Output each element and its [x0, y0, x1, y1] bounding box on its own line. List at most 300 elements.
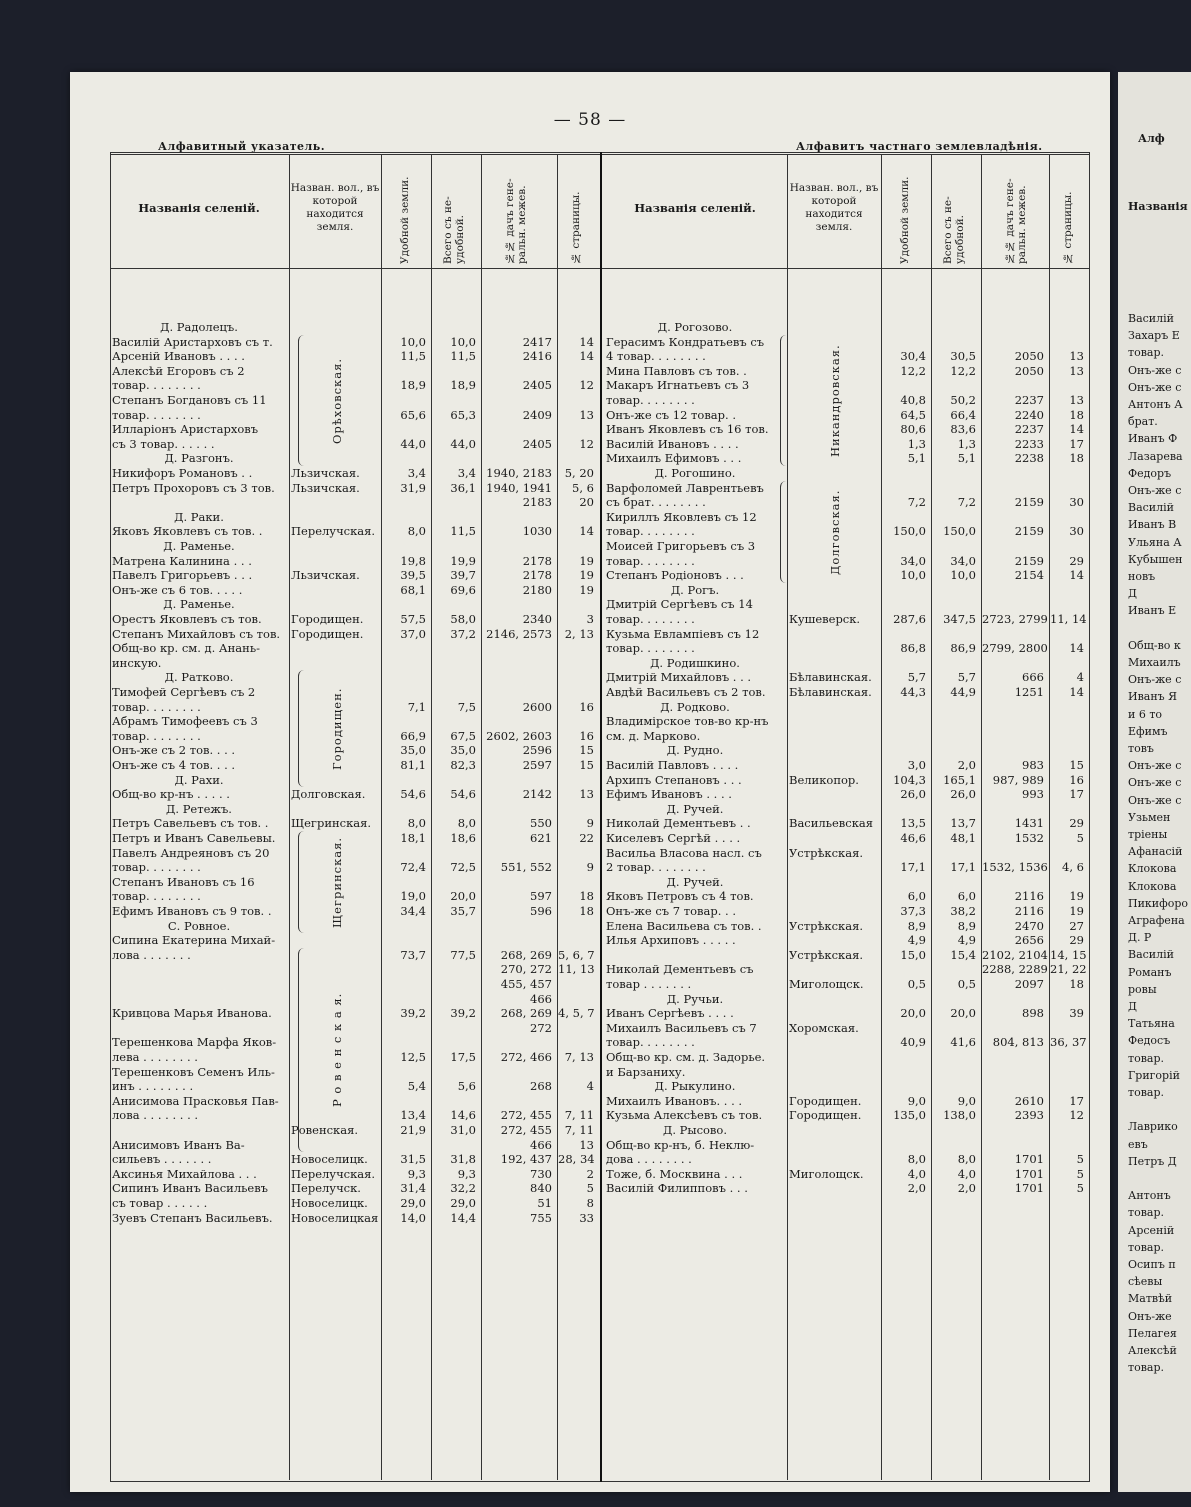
value-udob: 39,2: [400, 1006, 426, 1021]
value-total: 14,4: [450, 1210, 476, 1225]
value-page: 18: [1069, 977, 1084, 991]
value-total: 35,7: [450, 904, 476, 918]
entry-name: товар. . . . . . . .: [112, 728, 201, 743]
value-page: 5: [586, 1181, 594, 1196]
value-page: 7, 13: [564, 1050, 594, 1064]
value-maps: 2233: [1014, 436, 1044, 451]
entry-name: товар. . . . . . . .: [606, 553, 695, 568]
value-total: 86,9: [950, 641, 976, 656]
value-maps: 1701: [1014, 1166, 1044, 1181]
col-header-total-left: Всего съ не-удобной.: [442, 196, 466, 264]
value-udob: 73,7: [400, 947, 426, 962]
value-maps: 272, 466: [500, 1050, 552, 1064]
value-page: 4, 6: [1062, 860, 1084, 875]
volost-name: Бѣлавинская.: [789, 685, 872, 699]
value-page: 9: [586, 860, 594, 875]
value-page: 12: [1069, 1108, 1084, 1123]
value-udob: 40,9: [900, 1035, 926, 1050]
entry-name: Ефимъ Ивановъ съ 9 тов. .: [112, 904, 272, 918]
next-page-line: Осипъ п: [1128, 1258, 1176, 1271]
entry-name: Дмитрій Михайловъ . . .: [606, 670, 752, 685]
value-udob: 21,9: [400, 1123, 426, 1137]
value-total: 10,0: [950, 568, 976, 583]
value-total: 77,5: [450, 947, 476, 962]
value-udob: 80,6: [900, 422, 926, 437]
entry-name: товар. . . . . . . .: [606, 1035, 695, 1050]
value-page: 17: [1069, 787, 1084, 802]
value-maps: 2146, 2573: [486, 626, 552, 641]
entry-name: Петръ и Иванъ Савельевы.: [112, 831, 276, 845]
value-total: 17,1: [950, 860, 976, 875]
value-page: 8: [586, 1196, 594, 1210]
value-maps: 1940, 1941: [486, 480, 552, 495]
value-udob: 14,0: [400, 1210, 426, 1225]
value-page: 3: [586, 612, 594, 626]
value-maps: 1701: [1014, 1181, 1044, 1196]
value-total: 29,0: [450, 1196, 476, 1210]
value-udob: 37,3: [900, 904, 926, 918]
entry-name: Ефимъ Ивановъ . . . .: [606, 787, 732, 802]
value-maps: 2154: [1014, 568, 1044, 583]
volost-name: Городищен.: [291, 612, 364, 626]
village-heading: Д. Раменье.: [163, 597, 235, 612]
entry-name: Сипинъ Иванъ Васильевъ: [112, 1181, 269, 1196]
value-maps: 2597: [522, 758, 552, 772]
value-maps: 1030: [522, 524, 552, 539]
value-page: 5: [1076, 831, 1084, 845]
value-total: 5,6: [457, 1079, 476, 1094]
value-maps: 268: [530, 1079, 552, 1094]
entry-name: товар. . . . . . . .: [112, 407, 201, 422]
value-page: 5: [1076, 1181, 1084, 1196]
entry-name: Иванъ Яковлевъ съ 16 тов.: [606, 422, 769, 437]
volost-name: Перелучская.: [291, 1166, 376, 1181]
value-page: 5, 6: [572, 480, 594, 495]
ground-nikandr: Никандровская.: [828, 344, 842, 457]
entry-name: Василій Аристарховъ съ т.: [112, 334, 273, 349]
entry-name: Киселевъ Сергѣй . . . .: [606, 831, 741, 845]
group-brace-ground-orekhov: [298, 335, 304, 466]
value-total: 82,3: [450, 758, 476, 772]
value-total: 38,2: [950, 904, 976, 918]
village-heading: Д. Родишкино.: [650, 655, 740, 670]
next-page-line: товар.: [1128, 1086, 1164, 1099]
volost-name: Бѣлавинская.: [789, 670, 872, 685]
value-total: 50,2: [950, 393, 976, 407]
next-page-line: Пикифоро: [1128, 897, 1189, 910]
entry-name: товар. . . . . . . .: [112, 860, 201, 875]
header-next: Алф: [1138, 132, 1165, 145]
value-udob: 4,9: [907, 933, 926, 948]
value-total: 13,7: [950, 816, 976, 831]
value-udob: 6,0: [907, 889, 926, 904]
value-page: 5, 20: [564, 466, 594, 480]
next-page-line: Василій: [1128, 501, 1174, 514]
entry-name: Василій Павловъ . . . .: [606, 758, 739, 772]
entry-name: лова . . . . . . . .: [112, 1108, 199, 1123]
value-page: 14: [1069, 422, 1084, 437]
value-total: 20,0: [450, 889, 476, 904]
ground-shchegrin: Щегринская.: [330, 836, 344, 928]
next-page-line: Кубышен: [1128, 553, 1183, 566]
value-maps: 2159: [1014, 553, 1044, 568]
value-udob: 65,6: [400, 407, 426, 422]
volost-name: Льзичская.: [291, 568, 360, 583]
value-maps: 2178: [522, 568, 552, 583]
entry-name: товар. . . . . . . .: [112, 699, 201, 714]
next-page-line: товъ: [1128, 742, 1154, 755]
value-page: 22: [579, 831, 594, 845]
next-page-line: Онъ-же с: [1128, 364, 1182, 377]
value-page: 5: [1076, 1166, 1084, 1181]
value-udob: 104,3: [893, 772, 926, 787]
village-heading: Д. Раменье.: [163, 539, 235, 553]
value-total: 4,0: [957, 1166, 976, 1181]
value-page: 15: [579, 758, 594, 772]
value-total: 150,0: [943, 524, 976, 539]
entry-name: Кузьма Евлампіевъ съ 12: [606, 626, 760, 641]
value-maps: 2409: [522, 407, 552, 422]
value-total: 5,1: [957, 451, 976, 466]
entry-name: Макаръ Игнатьевъ съ 3: [606, 378, 750, 393]
value-maps: 840: [530, 1181, 552, 1196]
entry-name: Тоже, б. Москвина . . .: [606, 1166, 743, 1181]
next-page-line: тріены: [1128, 828, 1168, 841]
value-udob: 5,1: [907, 451, 926, 466]
entry-name: Аксинья Михайлова . . .: [112, 1166, 257, 1181]
entry-name: 2 товар. . . . . . . .: [606, 860, 706, 875]
value-maps: 2102, 2104: [982, 947, 1048, 962]
value-total: 32,2: [450, 1181, 476, 1196]
value-udob: 86,8: [900, 641, 926, 656]
value-maps: 596: [530, 904, 552, 918]
group-brace-ground-shchegrin: [298, 831, 304, 933]
ground-roven: Р о в е н с к а я.: [330, 992, 344, 1108]
value-page: 18: [579, 904, 594, 918]
next-page-edge: [1118, 72, 1191, 1492]
value-page: 30: [1069, 495, 1084, 510]
value-maps: 2237: [1014, 422, 1044, 437]
value-udob: 2,0: [907, 1181, 926, 1196]
value-page: 18: [1069, 407, 1084, 422]
value-total: 15,4: [950, 947, 976, 962]
value-udob: 10,0: [400, 334, 426, 349]
value-total: 10,0: [450, 334, 476, 349]
value-udob: 31,5: [400, 1152, 426, 1167]
entry-name: товар. . . . . . . .: [606, 393, 695, 407]
value-maps: 2596: [522, 743, 552, 758]
value-page: 18: [1069, 451, 1084, 466]
volost-name: Льзичская.: [291, 480, 360, 495]
value-udob: 35,0: [400, 743, 426, 758]
entry-name: Яковъ Яковлевъ съ тов. .: [112, 524, 263, 539]
value-page: 14, 15: [1050, 947, 1087, 962]
volost-name: Кушеверск.: [789, 612, 861, 626]
value-page: 29: [1069, 816, 1084, 831]
volost-name: Ровенская.: [291, 1123, 359, 1137]
entry-name: Алексѣй Егоровъ съ 2: [112, 363, 245, 378]
value-page: 14: [1069, 685, 1084, 699]
value-udob: 81,1: [400, 758, 426, 772]
next-page-line: брат.: [1128, 415, 1158, 428]
entry-name: товар. . . . . . . .: [606, 612, 695, 626]
village-heading: Д. Рогошино.: [654, 466, 736, 480]
entry-name: Степанъ Михайловъ съ тов.: [112, 626, 281, 641]
value-maps: 2178: [522, 553, 552, 568]
entry-name: Василій Ивановъ . . . .: [606, 436, 739, 451]
entry-name: Зуевъ Степанъ Васильевъ.: [112, 1210, 273, 1225]
value-page: 12: [579, 436, 594, 451]
value-maps: 2610: [1014, 1093, 1044, 1108]
value-total: 58,0: [450, 612, 476, 626]
value-udob: 11,5: [400, 349, 426, 364]
entry-name: Степанъ Богдановъ съ 11: [112, 393, 267, 407]
value-udob: 19,8: [400, 553, 426, 568]
value-total: 8,0: [957, 1152, 976, 1167]
value-maps: 1532, 1536: [982, 860, 1048, 875]
next-page-line: Онъ-же: [1128, 1310, 1172, 1323]
value-udob: 3,0: [907, 758, 926, 772]
value-maps: 1940, 2183: [486, 466, 552, 480]
value-udob: 12,5: [400, 1050, 426, 1064]
entry-name: и Барзаниху.: [606, 1064, 686, 1079]
value-total: 67,5: [450, 728, 476, 743]
village-heading: Д. Ручей.: [666, 801, 724, 816]
value-total: 34,0: [950, 553, 976, 568]
entry-name: Анисимова Прасковья Пав-: [112, 1093, 279, 1108]
value-maps: 730: [530, 1166, 552, 1181]
volost-name: Новоселицк.: [291, 1152, 368, 1167]
next-page-line: товар.: [1128, 1052, 1164, 1065]
value-udob: 8,9: [907, 918, 926, 933]
document-page: [70, 72, 1110, 1492]
value-maps: 2050: [1014, 363, 1044, 378]
entry-name: сильевъ . . . . . . .: [112, 1152, 212, 1167]
value-maps: 2116: [1014, 904, 1044, 918]
value-maps: 755: [530, 1210, 552, 1225]
volost-name: Великопор.: [789, 772, 859, 787]
value-maps: 2180: [522, 582, 552, 597]
entry-name: товар. . . . . . . .: [112, 889, 201, 904]
next-page-line: Татьяна: [1128, 1017, 1175, 1030]
value-udob: 3,4: [407, 466, 426, 480]
entry-name: Николай Дементьевъ съ: [606, 962, 754, 977]
group-brace-ground-dolgov: [780, 481, 786, 583]
value-maps: 2417: [522, 334, 552, 349]
entry-name: Михаилъ Ефимовъ . . .: [606, 451, 742, 466]
value-udob: 15,0: [900, 947, 926, 962]
volost-name: Щегринская.: [291, 816, 372, 831]
value-total: 8,9: [957, 918, 976, 933]
value-maps: 597: [530, 889, 552, 904]
value-udob: 34,0: [900, 553, 926, 568]
value-total: 3,4: [457, 466, 476, 480]
entry-name: Абрамъ Тимофеевъ съ 3: [112, 714, 258, 729]
value-page: 16: [579, 728, 594, 743]
value-page: 21, 22: [1050, 962, 1087, 977]
value-total: 66,4: [950, 407, 976, 422]
entry-name: Илья Архиповъ . . . . .: [606, 933, 736, 948]
village-heading: Д. Рахи.: [174, 772, 224, 787]
value-udob: 30,4: [900, 349, 926, 364]
next-page-line: евъ: [1128, 1138, 1148, 1151]
entry-name: Авдѣй Васильевъ съ 2 тов.: [606, 685, 766, 699]
next-page-line: Захаръ Е: [1128, 329, 1180, 342]
value-maps: 272: [530, 1020, 552, 1035]
value-udob: 5,4: [407, 1079, 426, 1094]
volost-name: Устрѣкская.: [789, 918, 863, 933]
next-page-line: Ефимъ: [1128, 725, 1168, 738]
value-total: 14,6: [450, 1108, 476, 1123]
value-udob: 31,9: [400, 480, 426, 495]
volost-name: Миголощск.: [789, 977, 864, 991]
value-maps: 983: [1022, 758, 1044, 772]
next-page-line: Общ-во к: [1128, 639, 1181, 652]
value-total: 5,7: [957, 670, 976, 685]
volost-name: Устрѣкская.: [789, 947, 863, 962]
index-table: [110, 152, 1090, 1482]
col-rule-right-v: [787, 154, 788, 1480]
next-page-line: Д: [1128, 1000, 1137, 1013]
entry-name: Иванъ Сергѣевъ . . . .: [606, 1006, 734, 1021]
value-maps: 2405: [522, 378, 552, 393]
value-page: 28, 34: [558, 1152, 595, 1167]
village-heading: Д. Рогозово.: [657, 320, 733, 334]
value-udob: 0,5: [907, 977, 926, 991]
value-page: 14: [579, 524, 594, 539]
value-page: 11, 13: [558, 962, 595, 977]
value-total: 9,0: [957, 1093, 976, 1108]
entry-name: Онъ-же съ 2 тов. . . .: [112, 743, 236, 758]
entry-name: Терешенковъ Семенъ Иль-: [112, 1064, 275, 1079]
entry-name: Общ-во кр. см. д. Задорье.: [606, 1050, 766, 1064]
value-maps: 455, 457: [500, 977, 552, 991]
col-header-volost-right: Назван. вол., въ которой находится земля.: [789, 182, 879, 233]
value-total: 31,8: [450, 1152, 476, 1167]
value-page: 19: [579, 568, 594, 583]
value-page: 16: [579, 699, 594, 714]
entry-name: Арсеній Ивановъ . . . .: [112, 349, 245, 364]
volost-name: Перелучская.: [291, 524, 376, 539]
value-page: 14: [1069, 641, 1084, 656]
entry-name: лова . . . . . . .: [112, 947, 191, 962]
entry-name: Сипина Екатерина Михай-: [112, 933, 276, 948]
value-total: 6,0: [957, 889, 976, 904]
next-page-line: Клокова: [1128, 880, 1177, 893]
value-udob: 12,2: [900, 363, 926, 378]
volost-name: Васильевская: [789, 816, 873, 831]
entry-name: см. д. Марково.: [606, 728, 701, 743]
entry-name: Онъ-же съ 4 тов. . . .: [112, 758, 236, 772]
value-page: 14: [579, 349, 594, 364]
value-udob: 68,1: [400, 582, 426, 597]
entry-name: Никифоръ Романовъ . .: [112, 466, 253, 480]
value-maps: 2183: [522, 495, 552, 510]
entry-name: Герасимъ Кондратьевъ съ: [606, 334, 765, 349]
next-page-line: товар.: [1128, 346, 1164, 359]
entry-name: Анисимовъ Иванъ Ва-: [112, 1137, 245, 1152]
value-maps: 51: [537, 1196, 552, 1210]
value-total: 12,2: [950, 363, 976, 378]
value-udob: 20,0: [900, 1006, 926, 1021]
next-page-line: Аграфена: [1128, 914, 1185, 927]
value-total: 39,7: [450, 568, 476, 583]
value-page: 19: [1069, 889, 1084, 904]
next-page-line: Арсеній: [1128, 1224, 1175, 1237]
value-total: 18,6: [450, 831, 476, 845]
next-page-line: Афанасій: [1128, 845, 1183, 858]
value-total: 2,0: [957, 1181, 976, 1196]
next-page-line: Иванъ В: [1128, 518, 1177, 531]
value-udob: 18,1: [400, 831, 426, 845]
ground-dolgov: Долговская.: [828, 489, 842, 575]
value-udob: 57,5: [400, 612, 426, 626]
village-heading: Д. Ручей.: [666, 874, 724, 889]
value-total: 18,9: [450, 378, 476, 393]
entry-name: товар. . . . . . . .: [606, 524, 695, 539]
value-maps: 2600: [522, 699, 552, 714]
value-page: 30: [1069, 524, 1084, 539]
value-udob: 7,2: [907, 495, 926, 510]
value-total: 17,5: [450, 1050, 476, 1064]
entry-name: Общ-во кр-нъ . . . . .: [112, 787, 230, 802]
volost-name: Городищен.: [789, 1108, 862, 1123]
next-page-line: ровы: [1128, 983, 1157, 996]
center-divider: [600, 152, 602, 1482]
volost-name: Новоселицк.: [291, 1196, 368, 1210]
value-total: 44,9: [950, 685, 976, 699]
next-page-line: Онъ-же с: [1128, 776, 1182, 789]
value-udob: 9,0: [907, 1093, 926, 1108]
value-total: 7,5: [457, 699, 476, 714]
entry-name: Васильа Власова насл. съ: [606, 845, 762, 860]
entry-name: Варфоломей Лаврентьевъ: [606, 480, 764, 495]
value-udob: 46,6: [900, 831, 926, 845]
next-page-line: Пелагея: [1128, 1327, 1177, 1340]
entry-name: Петръ Прохоровъ съ 3 тов.: [112, 480, 275, 495]
entry-name: Орестъ Яковлевъ съ тов.: [112, 612, 262, 626]
entry-name: Моисей Григорьевъ съ 3: [606, 539, 756, 553]
value-total: 138,0: [943, 1108, 976, 1123]
volost-name: Льзичская.: [291, 466, 360, 480]
next-page-line: Михаилъ: [1128, 656, 1181, 669]
entry-name: Мина Павловъ съ тов. .: [606, 363, 747, 378]
next-page-line: товар.: [1128, 1241, 1164, 1254]
value-total: 2,0: [957, 758, 976, 772]
entry-name: Петръ Савельевъ съ тов. .: [112, 816, 269, 831]
entry-name: Владимірское тов-во кр-нъ: [606, 714, 769, 729]
entry-name: товар . . . . . . .: [606, 977, 692, 991]
entry-name: Архипъ Степановъ . . .: [606, 772, 742, 787]
value-page: 14: [579, 334, 594, 349]
value-page: 19: [579, 553, 594, 568]
next-page-line: Онъ-же с: [1128, 794, 1182, 807]
value-total: 36,1: [450, 480, 476, 495]
value-udob: 26,0: [900, 787, 926, 802]
value-maps: 2470: [1014, 918, 1044, 933]
value-udob: 10,0: [900, 568, 926, 583]
value-udob: 54,6: [400, 787, 426, 802]
value-udob: 1,3: [907, 436, 926, 451]
group-brace-ground-roven: [298, 948, 304, 1152]
value-total: 20,0: [950, 1006, 976, 1021]
next-page-line: Лазарева: [1128, 450, 1183, 463]
entry-name: Онъ-же съ 6 тов. . . . .: [112, 582, 243, 597]
col-rule-left-v: [289, 154, 290, 1480]
value-udob: 287,6: [893, 612, 926, 626]
value-udob: 7,1: [407, 699, 426, 714]
value-maps: 666: [1022, 670, 1044, 685]
